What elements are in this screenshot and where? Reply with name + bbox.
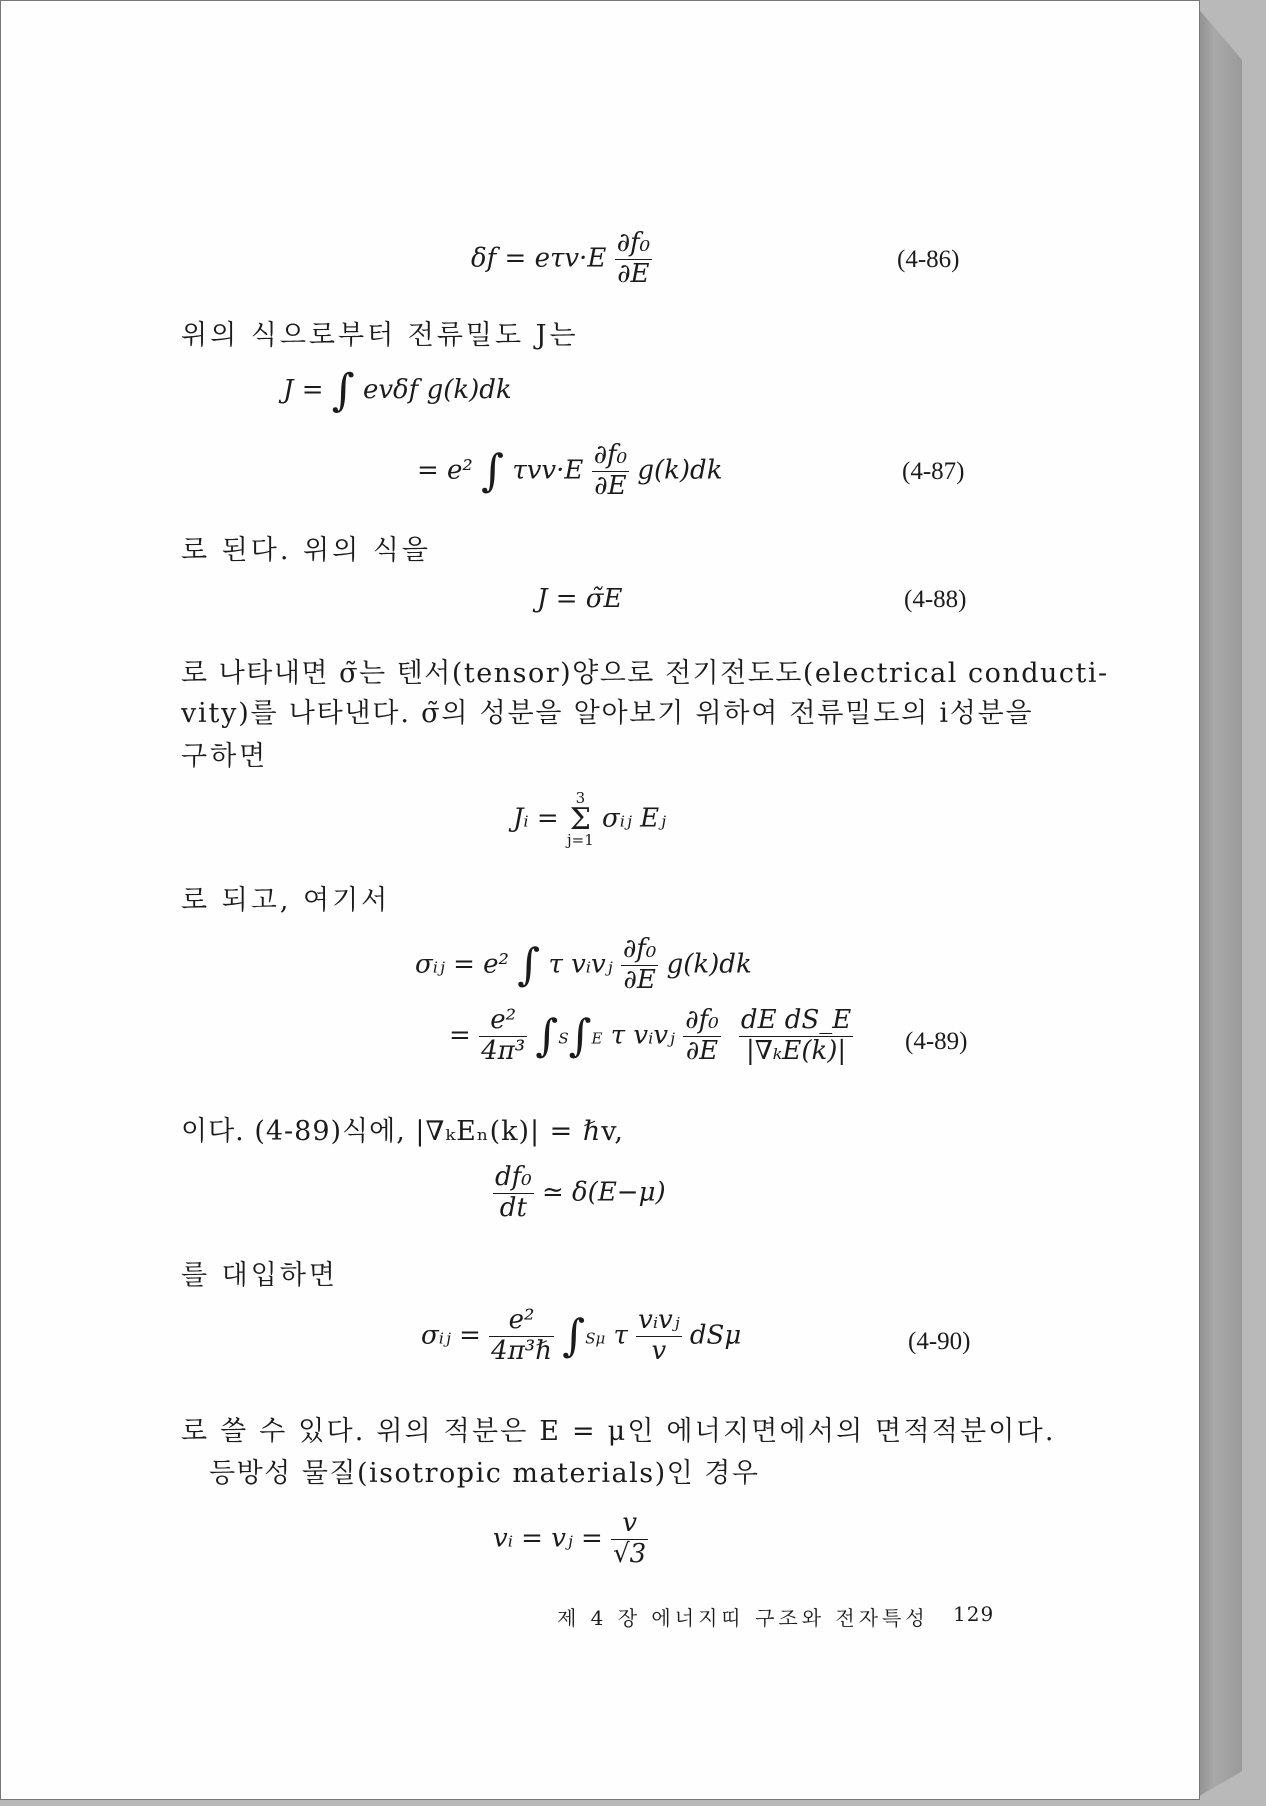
- eq-4-90-tail: dSμ: [689, 1320, 742, 1351]
- eq-4-86-fraction: [615, 229, 653, 290]
- eq-sum-rhs: σᵢⱼ Eⱼ: [602, 803, 666, 834]
- eq-4-89-surface-element: [739, 1006, 853, 1067]
- integral-subscript-e: E: [591, 1029, 603, 1048]
- paragraph-2: 로 된다. 위의 식을: [181, 535, 431, 566]
- equation-number-4-90: (4-90): [908, 1328, 971, 1355]
- equation-4-90: [421, 1306, 741, 1367]
- fraction-denominator: ∂E: [623, 964, 656, 995]
- eq-sum-lhs: Jᵢ =: [513, 803, 559, 834]
- integral-sign: ∫: [568, 1010, 592, 1062]
- page-number: 129: [953, 1602, 995, 1626]
- eq-4-89-line2-integrand: τ vᵢvⱼ: [610, 1020, 675, 1051]
- fraction-denominator: 4π³: [481, 1035, 526, 1066]
- eq-iso-fraction: [611, 1509, 648, 1570]
- paragraph-7-line-1: 로 쓸 수 있다. 위의 적분은 E = μ인 에너지면에서의 면적적분이다.: [181, 1416, 1056, 1447]
- fraction-denominator: ∂E: [685, 1035, 719, 1066]
- eq-4-89-fraction: [621, 935, 659, 996]
- eq-4-90-tau: τ: [613, 1320, 628, 1351]
- fraction-numerator: ∂f₀: [616, 228, 651, 258]
- eq-4-90-velocity-fraction: [636, 1306, 681, 1367]
- equation-sum: [513, 791, 666, 848]
- fraction-denominator: ∂E: [617, 258, 650, 289]
- eq-4-89-lhs: σᵢⱼ = e²: [415, 949, 509, 980]
- eq-4-90-prefactor: [489, 1306, 554, 1367]
- paragraph-1: 위의 식으로부터 전류밀도 J는: [181, 320, 579, 351]
- equation-4-86: [471, 229, 652, 290]
- fraction-numerator: e²: [479, 1006, 527, 1037]
- equation-4-87-line1: [283, 365, 512, 416]
- sigma-symbol: Σ: [569, 802, 591, 837]
- fraction-numerator: vᵢvⱼ: [638, 1305, 680, 1335]
- equation-isotropic: [493, 1509, 648, 1570]
- paragraph-3-line-1: 로 나타내면 σ̃는 텐서(tensor)양으로 전기전도도(electrical conducti-: [181, 658, 1109, 689]
- fraction-denominator: 4π³ℏ: [491, 1335, 552, 1366]
- integral-sign: ∫: [517, 939, 541, 991]
- paragraph-5: 이다. (4-89)식에, |∇ₖEₙ(k)| = ℏv,: [181, 1116, 624, 1147]
- eq-4-89-equals: =: [449, 1020, 471, 1051]
- integral-sign: ∫: [331, 365, 355, 416]
- equation-number-4-89: (4-89): [905, 1028, 968, 1055]
- fraction-numerator: ∂f₀: [685, 1005, 719, 1035]
- fraction-numerator: ∂f₀: [622, 934, 657, 964]
- eq-4-87-lhs: J =: [283, 375, 324, 405]
- equation-number-4-88: (4-88): [904, 586, 967, 613]
- integral-sign: ∫: [481, 445, 505, 497]
- fraction-numerator: ∂f₀: [593, 440, 628, 470]
- eq-4-87-fraction: [592, 441, 630, 502]
- equation-4-88: J = σ̃E: [537, 584, 623, 614]
- paragraph-3-line-2: vity)를 나타낸다. σ̃의 성분을 알아보기 위하여 전류밀도의 i성분을: [181, 698, 1034, 729]
- summation: [567, 791, 594, 848]
- integral-subscript: Sμ: [585, 1329, 606, 1348]
- equation-4-89-line1: [415, 935, 752, 996]
- equation-4-87-line2: [417, 441, 722, 502]
- fraction-numerator: e²: [489, 1306, 554, 1337]
- paragraph-6: 를 대입하면: [181, 1260, 338, 1291]
- eq-derivative-rhs: ≃ δ(E−μ): [541, 1177, 666, 1208]
- paragraph-7-line-2: 등방성 물질(isotropic materials)인 경우: [209, 1458, 760, 1489]
- eq-4-87-integrand: evδf g(k)dk: [362, 375, 512, 405]
- fraction-denominator: dt: [499, 1192, 527, 1223]
- equation-number-4-86: (4-86): [897, 246, 960, 273]
- equation-4-89-line2: [449, 1006, 853, 1067]
- integral-sign: ∫: [535, 1010, 559, 1062]
- eq-4-87-rhs-prefix: = e²: [417, 455, 473, 486]
- fraction-denominator: |∇ₖE(k)|: [745, 1035, 847, 1066]
- integral-subscript-s: S: [558, 1029, 569, 1048]
- fraction-numerator: df₀: [495, 1162, 532, 1192]
- eq-4-87-tail: g(k)dk: [637, 455, 723, 486]
- eq-4-90-lhs: σᵢⱼ =: [421, 1320, 481, 1351]
- fraction-numerator: dE dS_E: [740, 1005, 852, 1035]
- sum-lower-limit: j=1: [566, 831, 594, 849]
- eq-derivative-fraction: [493, 1163, 534, 1224]
- fraction-denominator: √3: [613, 1538, 647, 1569]
- eq-4-89-integrand: τ vᵢvⱼ: [548, 949, 613, 980]
- paragraph-4: 로 되고, 여기서: [181, 885, 391, 916]
- integral-sign: ∫: [562, 1310, 586, 1362]
- equation-derivative: [493, 1163, 666, 1224]
- running-footer-chapter: 제 4 장 에너지띠 구조와 전자특성: [557, 1606, 929, 1630]
- sum-upper-limit: 3: [575, 789, 586, 807]
- fraction-denominator: ∂E: [594, 470, 627, 501]
- paragraph-3-line-3: 구하면: [181, 741, 269, 772]
- eq-4-89-prefactor: [479, 1006, 527, 1067]
- eq-4-89-derivative: [683, 1006, 721, 1067]
- eq-4-87-rhs-integrand: τvv·E: [512, 455, 584, 486]
- fraction-denominator: v: [651, 1335, 667, 1366]
- fraction-numerator: v: [611, 1509, 648, 1540]
- equation-number-4-87: (4-87): [902, 458, 965, 485]
- page-edge-shadow: [1196, 6, 1242, 1798]
- eq-iso-lhs: vᵢ = vⱼ =: [493, 1523, 603, 1554]
- eq-4-86-lhs: δf = eτv·E: [471, 243, 607, 274]
- eq-4-89-tail: g(k)dk: [666, 949, 752, 980]
